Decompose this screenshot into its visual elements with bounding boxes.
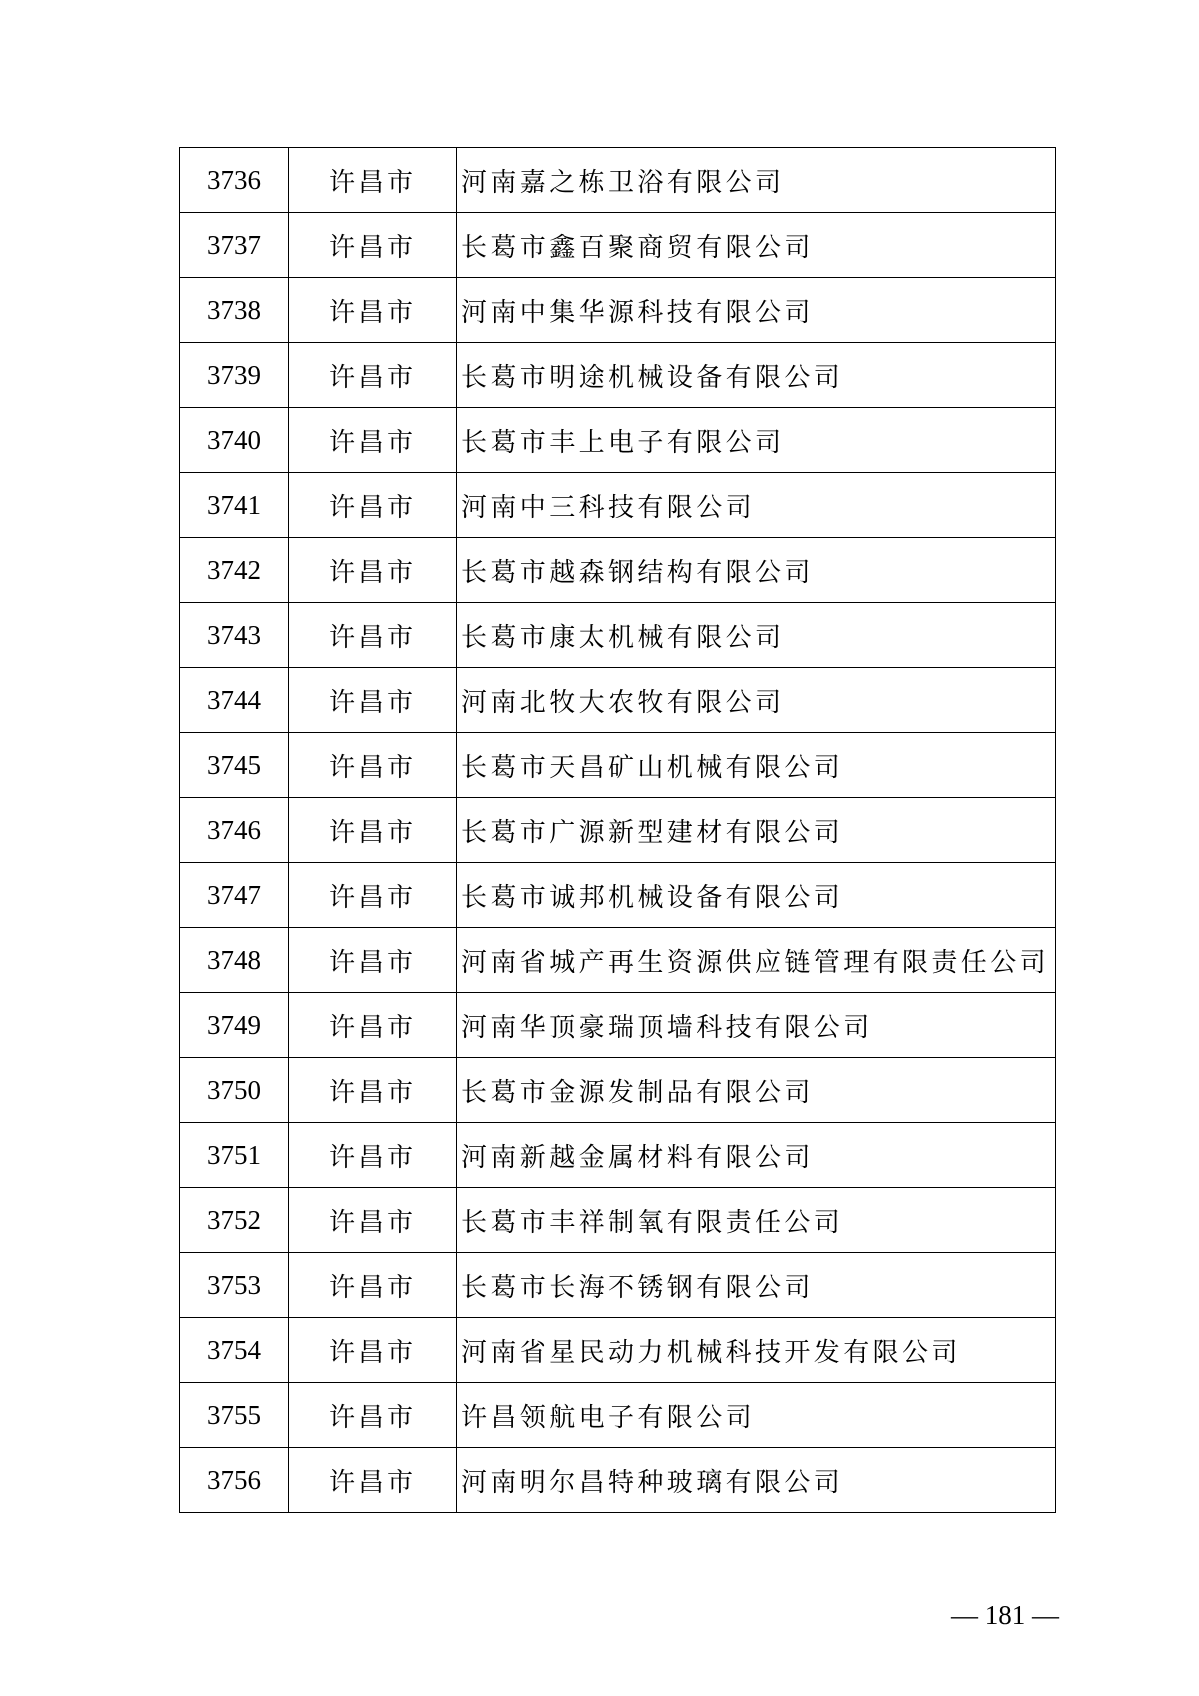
company-name-cell: 河南新越金属材料有限公司	[457, 1123, 1056, 1188]
company-name-cell: 长葛市长海不锈钢有限公司	[457, 1253, 1056, 1318]
company-name-cell: 河南中集华源科技有限公司	[457, 278, 1056, 343]
table-row	[180, 733, 1056, 798]
row-number-cell: 3751	[180, 1123, 289, 1188]
row-number-cell: 3744	[180, 668, 289, 733]
table-row	[180, 473, 1056, 538]
row-number-cell: 3753	[180, 1253, 289, 1318]
company-name-cell: 长葛市丰上电子有限公司	[457, 408, 1056, 473]
city-cell: 许昌市	[289, 148, 457, 213]
row-number-cell: 3746	[180, 798, 289, 863]
row-number-cell: 3750	[180, 1058, 289, 1123]
city-cell: 许昌市	[289, 1318, 457, 1383]
city-cell: 许昌市	[289, 863, 457, 928]
table-row	[180, 213, 1056, 278]
city-cell: 许昌市	[289, 343, 457, 408]
row-number-cell: 3752	[180, 1188, 289, 1253]
table-row	[180, 538, 1056, 603]
table-row	[180, 863, 1056, 928]
row-number-cell: 3742	[180, 538, 289, 603]
city-cell: 许昌市	[289, 993, 457, 1058]
city-cell: 许昌市	[289, 473, 457, 538]
city-cell: 许昌市	[289, 213, 457, 278]
city-cell: 许昌市	[289, 1123, 457, 1188]
company-name-cell: 长葛市天昌矿山机械有限公司	[457, 733, 1056, 798]
table-row	[180, 278, 1056, 343]
company-name-cell: 长葛市明途机械设备有限公司	[457, 343, 1056, 408]
city-cell: 许昌市	[289, 733, 457, 798]
company-name-cell: 河南中三科技有限公司	[457, 473, 1056, 538]
row-number-cell: 3740	[180, 408, 289, 473]
company-name-cell: 长葛市丰祥制氧有限责任公司	[457, 1188, 1056, 1253]
city-cell: 许昌市	[289, 1188, 457, 1253]
table-row	[180, 668, 1056, 733]
city-cell: 许昌市	[289, 1253, 457, 1318]
row-number-cell: 3749	[180, 993, 289, 1058]
table-row	[180, 1383, 1056, 1448]
company-name-cell: 长葛市诚邦机械设备有限公司	[457, 863, 1056, 928]
company-name-cell: 河南省城产再生资源供应链管理有限责任公司	[457, 928, 1056, 993]
row-number-cell: 3755	[180, 1383, 289, 1448]
table-row	[180, 1448, 1056, 1513]
company-name-cell: 长葛市康太机械有限公司	[457, 603, 1056, 668]
table-row	[180, 1123, 1056, 1188]
city-cell: 许昌市	[289, 1058, 457, 1123]
table-row	[180, 798, 1056, 863]
city-cell: 许昌市	[289, 1383, 457, 1448]
table-row	[180, 408, 1056, 473]
table-row	[180, 1318, 1056, 1383]
city-cell: 许昌市	[289, 928, 457, 993]
table-body	[180, 148, 1056, 1513]
row-number-cell: 3738	[180, 278, 289, 343]
row-number-cell: 3756	[180, 1448, 289, 1513]
city-cell: 许昌市	[289, 603, 457, 668]
row-number-cell: 3748	[180, 928, 289, 993]
row-number-cell: 3747	[180, 863, 289, 928]
city-cell: 许昌市	[289, 1448, 457, 1513]
company-name-cell: 河南北牧大农牧有限公司	[457, 668, 1056, 733]
city-cell: 许昌市	[289, 668, 457, 733]
table-row	[180, 928, 1056, 993]
row-number-cell: 3743	[180, 603, 289, 668]
company-name-cell: 长葛市金源发制品有限公司	[457, 1058, 1056, 1123]
company-name-cell: 河南明尔昌特种玻璃有限公司	[457, 1448, 1056, 1513]
company-name-cell: 长葛市越森钢结构有限公司	[457, 538, 1056, 603]
company-name-cell: 河南华顶豪瑞顶墙科技有限公司	[457, 993, 1056, 1058]
row-number-cell: 3736	[180, 148, 289, 213]
company-list-table	[179, 147, 1056, 1513]
table-row	[180, 993, 1056, 1058]
row-number-cell: 3739	[180, 343, 289, 408]
city-cell: 许昌市	[289, 538, 457, 603]
company-name-cell: 长葛市鑫百聚商贸有限公司	[457, 213, 1056, 278]
table-row	[180, 603, 1056, 668]
company-name-cell: 许昌领航电子有限公司	[457, 1383, 1056, 1448]
city-cell: 许昌市	[289, 408, 457, 473]
company-name-cell: 河南省星民动力机械科技开发有限公司	[457, 1318, 1056, 1383]
city-cell: 许昌市	[289, 798, 457, 863]
row-number-cell: 3741	[180, 473, 289, 538]
table-row	[180, 343, 1056, 408]
city-cell: 许昌市	[289, 278, 457, 343]
table-row	[180, 1058, 1056, 1123]
row-number-cell: 3754	[180, 1318, 289, 1383]
table-row	[180, 148, 1056, 213]
table-row	[180, 1188, 1056, 1253]
page-number: — 181 —	[951, 1600, 1059, 1630]
company-name-cell: 长葛市广源新型建材有限公司	[457, 798, 1056, 863]
table-row	[180, 1253, 1056, 1318]
row-number-cell: 3737	[180, 213, 289, 278]
company-name-cell: 河南嘉之栋卫浴有限公司	[457, 148, 1056, 213]
row-number-cell: 3745	[180, 733, 289, 798]
